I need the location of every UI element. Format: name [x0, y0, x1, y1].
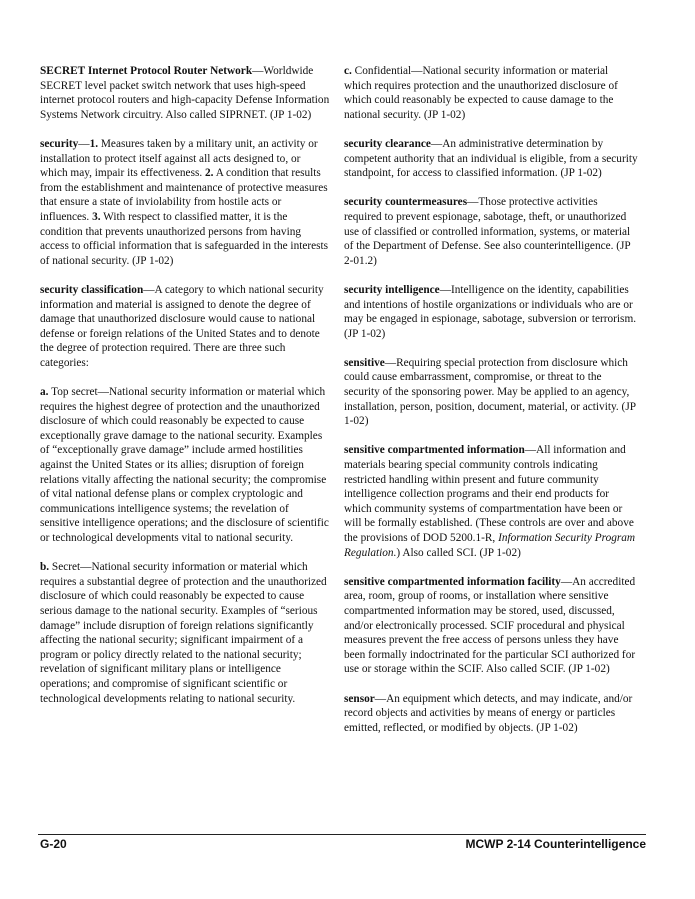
term-security-classification: security classification	[40, 283, 144, 296]
sense-text-1: Measures taken by a military unit, an activity or installation to protect itself against all acts designed to, or which may, impair its effectiveness.	[40, 137, 318, 180]
entry-security-countermeasures	[344, 195, 638, 268]
entry-sensitive	[344, 356, 638, 429]
entry-sci	[344, 443, 638, 560]
definition-sci-part-2: ) Also called SCI. (JP 1-02)	[396, 546, 521, 559]
term-sensitive: sensitive	[344, 356, 385, 369]
category-label-a: a.	[40, 386, 49, 399]
definition-confidential: Confidential—National security information or material which requires protection and the unauthorized disclosure of which could reasonably be expected to cause damage to the national security. (JP 1-02)	[344, 65, 618, 121]
category-label-c: c.	[344, 65, 352, 77]
sense-number-2: 2.	[205, 167, 214, 180]
left-column	[40, 64, 330, 721]
entry-security	[40, 137, 330, 268]
entry-top-secret	[40, 385, 330, 546]
publication-title: Information Security Program Regulation.	[344, 532, 636, 559]
entry-secret	[40, 560, 330, 706]
term-scif: sensitive compartmented information facility	[344, 575, 561, 588]
definition-scif: —An accredited area, room, group of rooms, or installation where sensitive compartmented information may be stored, used, discussed, and/or electronically processed. SCIF procedural and physical measures prevent the free access of persons unless they have been formally indoctrinated for the particular SCI authorized for use or storage within the SCIF. Also called SCIF. (JP 1-02)	[344, 575, 636, 676]
entry-sensor	[344, 692, 638, 736]
definition-security-clearance: —An administrative determination by competent authority that an individual is eligible, from a security standpoint, for access to classified information. (JP 1-02)	[344, 137, 638, 180]
entry-security-clearance	[344, 137, 638, 181]
right-column	[344, 64, 638, 750]
term-siprnet: SECRET Internet Protocol Router Network	[40, 65, 253, 77]
sense-text-3: With respect to classified matter, it is the condition that prevents unauthorized persons from having access to official information that is safeguarded in the interests of national security. (JP 1-02)	[40, 210, 329, 267]
definition-security-classification: —A category to which national security information and material is assigned to denote the degree of damage that unauthorized disclosure would cause to national defense or foreign relations of the United States and to denote the degree of protection required. There are three such categories:	[40, 283, 324, 369]
entry-confidential	[344, 64, 638, 122]
definition-security-intelligence: —Intelligence on the identity, capabilities and intentions of hostile organizations or individuals who are or may be engaged in espionage, sabotage, subversion or terrorism. (JP 1-02)	[344, 283, 637, 340]
term-sci: sensitive compartmented information	[344, 444, 525, 457]
page-number: G-20	[40, 837, 67, 851]
definition-sensor: —An equipment which detects, and may indicate, and/or record objects and activities by means of energy or particles emitted, reflected, or modified by objects. (JP 1-02)	[344, 692, 633, 734]
category-label-b: b.	[40, 561, 50, 574]
definition-sensitive: —Requiring special protection from disclosure which could cause embarrassment, compromise, or threat to the security of the sponsoring power. May be applied to an agency, installation, person, position, document, material, or activity. (JP 1-02)	[344, 356, 636, 428]
term-security-clearance: security clearance	[344, 137, 431, 150]
entry-security-classification	[40, 283, 330, 371]
publication-title-footer: MCWP 2-14 Counterintelligence	[465, 837, 646, 851]
entry-scif	[344, 575, 638, 677]
term-security-intelligence: security intelligence	[344, 283, 440, 296]
term-sensor: sensor	[344, 692, 375, 705]
dash: —	[78, 137, 90, 150]
definition-sci-part-1: —All information and materials bearing special community controls indicating restricted handling within present and future community intelligence collection programs and their end products for which community systems of compartmentation have been or will be formally established. (These controls are over and above the provisions of DOD 5200.1-R,	[344, 444, 634, 544]
term-security: security	[40, 137, 79, 150]
entry-siprnet	[40, 64, 330, 122]
definition-siprnet: —Worldwide SECRET level packet switch network that uses high-speed internet protocol routers and high-capacity Defense Information Systems Network circuitry. Also called SIPRNET. (JP 1-02)	[40, 65, 330, 121]
sense-number-1: 1.	[89, 137, 99, 150]
footer-divider	[38, 834, 646, 835]
definition-secret: Secret—National security information or material which requires a substantial degree of protection and the unauthorized disclosure of which could reasonably be expected to cause serious damage to the national security. Examples of “serious damage” include disruption of foreign relations significantly affecting the national security; significant impairment of a program or policy directly related to the national security; revelation of significant military plans or intelligence operations; and compromise of significant scientific or technological developments relating to national security.	[40, 561, 327, 705]
entry-security-intelligence	[344, 283, 638, 341]
definition-security-countermeasures: —Those protective activities required to prevent espionage, sabotage, theft, or unauthorized use of classified or controlled information, systems, or material of the Department of Defense. See also counterintelligence. (JP 2-01.2)	[344, 196, 631, 267]
sense-text-2: A condition that results from the establishment and maintenance of protective measures that ensure a state of inviolability from hostile acts or influences.	[40, 167, 328, 223]
definition-top-secret: Top secret—National security information or material which requires the highest degree of protection and the unauthorized disclosure of which could reasonably be expected to cause exceptionally grave damage to the national security. Examples of “exceptionally grave damage” include armed hostilities against the United States or its allies; disruption of foreign relations vitally affecting the national security; the compromise of vital national defense plans or complex cryptologic and communications intelligence systems; the revelation of sensitive intelligence operations; and the disclosure of scientific or technological developments vital to national security.	[40, 386, 329, 544]
sense-number-3: 3.	[92, 210, 101, 223]
term-security-countermeasures: security countermeasures	[344, 196, 468, 209]
